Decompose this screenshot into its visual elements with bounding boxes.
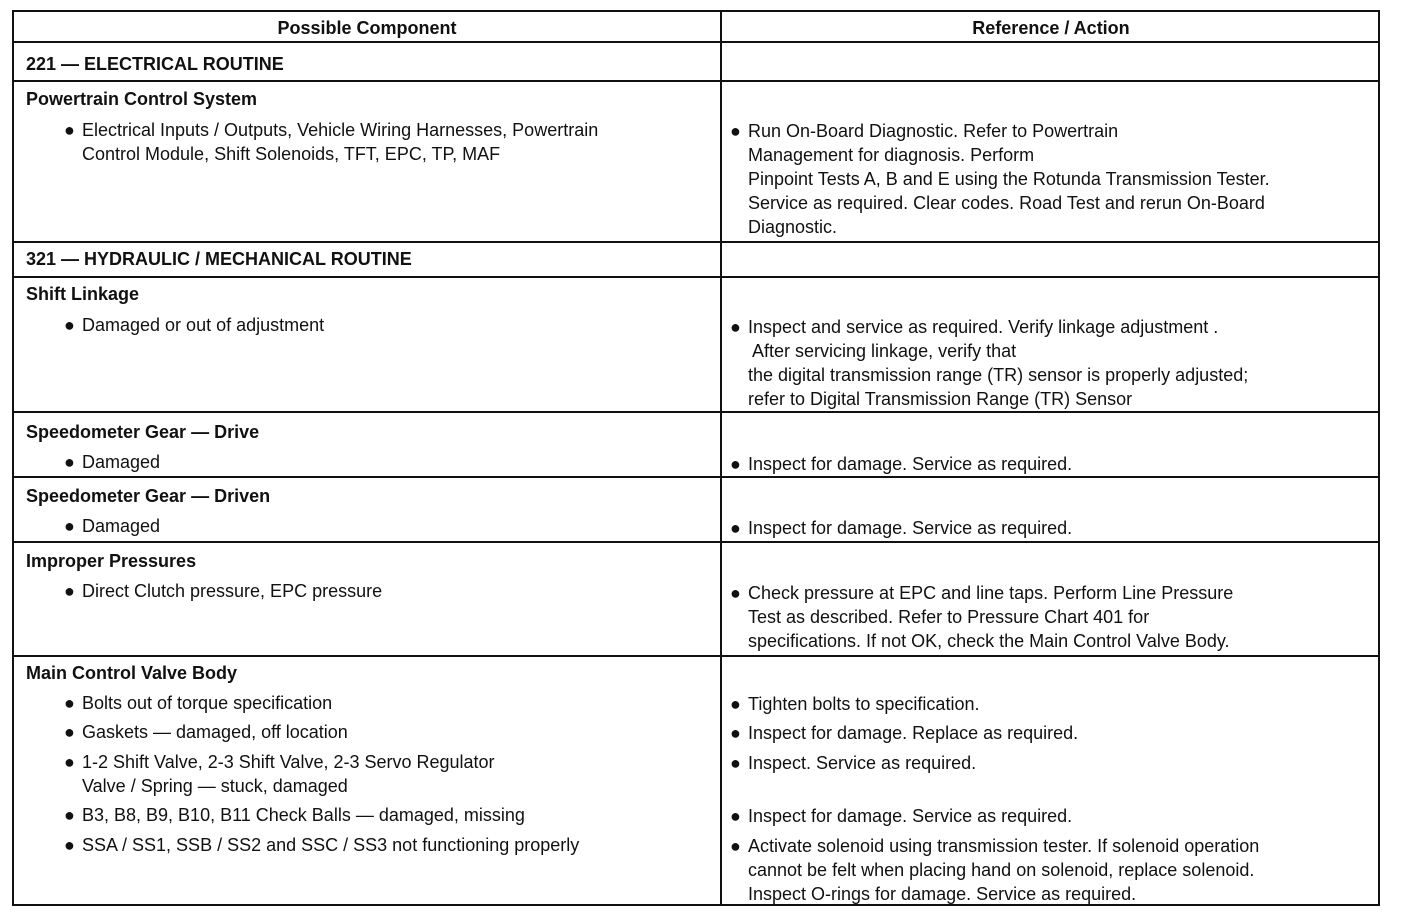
item-line: SSA / SS1, SSB / SS2 and SSC / SS3 not functioning properly bbox=[82, 835, 580, 855]
bullet-icon: ● bbox=[730, 518, 741, 538]
action-line: Inspect for damage. Service as required. bbox=[748, 454, 1073, 474]
bullet-icon: ● bbox=[64, 581, 75, 601]
item-line: Damaged bbox=[82, 516, 161, 536]
action-line: Management for diagnosis. Perform bbox=[748, 145, 1035, 165]
bullet-icon: ● bbox=[64, 516, 75, 536]
item-line: Damaged or out of adjustment bbox=[82, 315, 325, 335]
bullet-icon: ● bbox=[64, 805, 75, 825]
bullet-icon: ● bbox=[730, 723, 741, 743]
component-title-main-control-valve-body: Main Control Valve Body bbox=[26, 663, 238, 683]
action-item bbox=[730, 315, 1249, 411]
item-line: Bolts out of torque specification bbox=[82, 693, 333, 713]
action-line: Inspect for damage. Service as required. bbox=[748, 806, 1073, 826]
action-line: Diagnostic. bbox=[748, 217, 838, 237]
component-item bbox=[64, 313, 325, 337]
component-item bbox=[64, 579, 383, 603]
row-divider bbox=[14, 80, 1378, 82]
action-line: Inspect. Service as required. bbox=[748, 753, 977, 773]
action-line: Tighten bolts to specification. bbox=[748, 694, 980, 714]
component-item bbox=[64, 118, 599, 166]
item-line: Valve / Spring — stuck, damaged bbox=[82, 776, 348, 796]
action-item bbox=[730, 721, 1079, 745]
action-line: Inspect O-rings for damage. Service as required. bbox=[748, 884, 1137, 904]
action-item bbox=[730, 834, 1260, 906]
action-line: specifications. If not OK, check the Main Control Valve Body. bbox=[748, 631, 1230, 651]
action-line: the digital transmission range (TR) sensor is properly adjusted; bbox=[748, 365, 1249, 385]
column-header-component: Possible Component bbox=[277, 18, 457, 38]
component-item bbox=[64, 750, 495, 798]
bullet-icon: ● bbox=[64, 722, 75, 742]
action-line: cannot be felt when placing hand on solenoid, replace solenoid. bbox=[748, 860, 1255, 880]
component-item bbox=[64, 514, 161, 538]
component-title-shift-linkage: Shift Linkage bbox=[26, 284, 140, 304]
row-divider bbox=[14, 241, 1378, 243]
bullet-icon: ● bbox=[730, 806, 741, 826]
action-line: refer to Digital Transmission Range (TR) Sensor bbox=[748, 389, 1133, 409]
bullet-icon: ● bbox=[730, 583, 741, 603]
action-item bbox=[730, 581, 1234, 653]
component-item bbox=[64, 803, 525, 827]
item-line: Gaskets — damaged, off location bbox=[82, 722, 348, 742]
diagnosis-table bbox=[12, 10, 1380, 906]
bullet-icon: ● bbox=[730, 121, 741, 141]
action-item bbox=[730, 516, 1073, 540]
action-line: Pinpoint Tests A, B and E using the Rotunda Transmission Tester. bbox=[748, 169, 1270, 189]
action-item bbox=[730, 119, 1270, 239]
component-title-improper-pressures: Improper Pressures bbox=[26, 551, 197, 571]
component-title-powertrain: Powertrain Control System bbox=[26, 89, 258, 109]
bullet-icon: ● bbox=[64, 752, 75, 772]
action-item bbox=[730, 692, 980, 716]
column-divider bbox=[720, 12, 722, 904]
bullet-icon: ● bbox=[64, 315, 75, 335]
action-line: Run On-Board Diagnostic. Refer to Powertrain bbox=[748, 121, 1119, 141]
action-line: Service as required. Clear codes. Road Test and rerun On-Board bbox=[748, 193, 1265, 213]
bullet-icon: ● bbox=[64, 835, 75, 855]
component-item bbox=[64, 833, 580, 857]
action-line: Test as described. Refer to Pressure Chart 401 for bbox=[748, 607, 1150, 627]
component-item bbox=[64, 450, 161, 474]
action-item bbox=[730, 452, 1073, 476]
component-item bbox=[64, 691, 333, 715]
action-line: Inspect for damage. Service as required. bbox=[748, 518, 1073, 538]
bullet-icon: ● bbox=[64, 120, 75, 140]
row-divider bbox=[14, 541, 1378, 543]
action-line: Activate solenoid using transmission tester. If solenoid operation bbox=[748, 836, 1260, 856]
section-heading-221: 221 — ELECTRICAL ROUTINE bbox=[26, 54, 284, 74]
row-divider bbox=[14, 276, 1378, 278]
action-line: After servicing linkage, verify that bbox=[752, 341, 1017, 361]
item-line: Direct Clutch pressure, EPC pressure bbox=[82, 581, 383, 601]
action-line: Inspect and service as required. Verify linkage adjustment . bbox=[748, 317, 1219, 337]
bullet-icon: ● bbox=[64, 452, 75, 472]
section-heading-321: 321 — HYDRAULIC / MECHANICAL ROUTINE bbox=[26, 249, 412, 269]
row-divider bbox=[14, 411, 1378, 413]
bullet-icon: ● bbox=[64, 693, 75, 713]
item-line: Electrical Inputs / Outputs, Vehicle Wiring Harnesses, Powertrain bbox=[82, 120, 599, 140]
action-item bbox=[730, 804, 1073, 828]
row-divider bbox=[14, 41, 1378, 43]
bullet-icon: ● bbox=[730, 317, 741, 337]
component-item bbox=[64, 720, 348, 744]
component-title-speedo-drive: Speedometer Gear — Drive bbox=[26, 422, 260, 442]
row-divider bbox=[14, 655, 1378, 657]
bullet-icon: ● bbox=[730, 836, 741, 856]
bullet-icon: ● bbox=[730, 694, 741, 714]
item-line: Control Module, Shift Solenoids, TFT, EPC, TP, MAF bbox=[82, 144, 501, 164]
action-line: Inspect for damage. Replace as required. bbox=[748, 723, 1079, 743]
bullet-icon: ● bbox=[730, 753, 741, 773]
row-divider bbox=[14, 476, 1378, 478]
column-header-action: Reference / Action bbox=[972, 18, 1130, 38]
item-line: 1-2 Shift Valve, 2-3 Shift Valve, 2-3 Servo Regulator bbox=[82, 752, 495, 772]
component-title-speedo-driven: Speedometer Gear — Driven bbox=[26, 486, 271, 506]
item-line: B3, B8, B9, B10, B11 Check Balls — damaged, missing bbox=[82, 805, 525, 825]
action-item bbox=[730, 751, 977, 775]
action-line: Check pressure at EPC and line taps. Perform Line Pressure bbox=[748, 583, 1234, 603]
bullet-icon: ● bbox=[730, 454, 741, 474]
item-line: Damaged bbox=[82, 452, 161, 472]
